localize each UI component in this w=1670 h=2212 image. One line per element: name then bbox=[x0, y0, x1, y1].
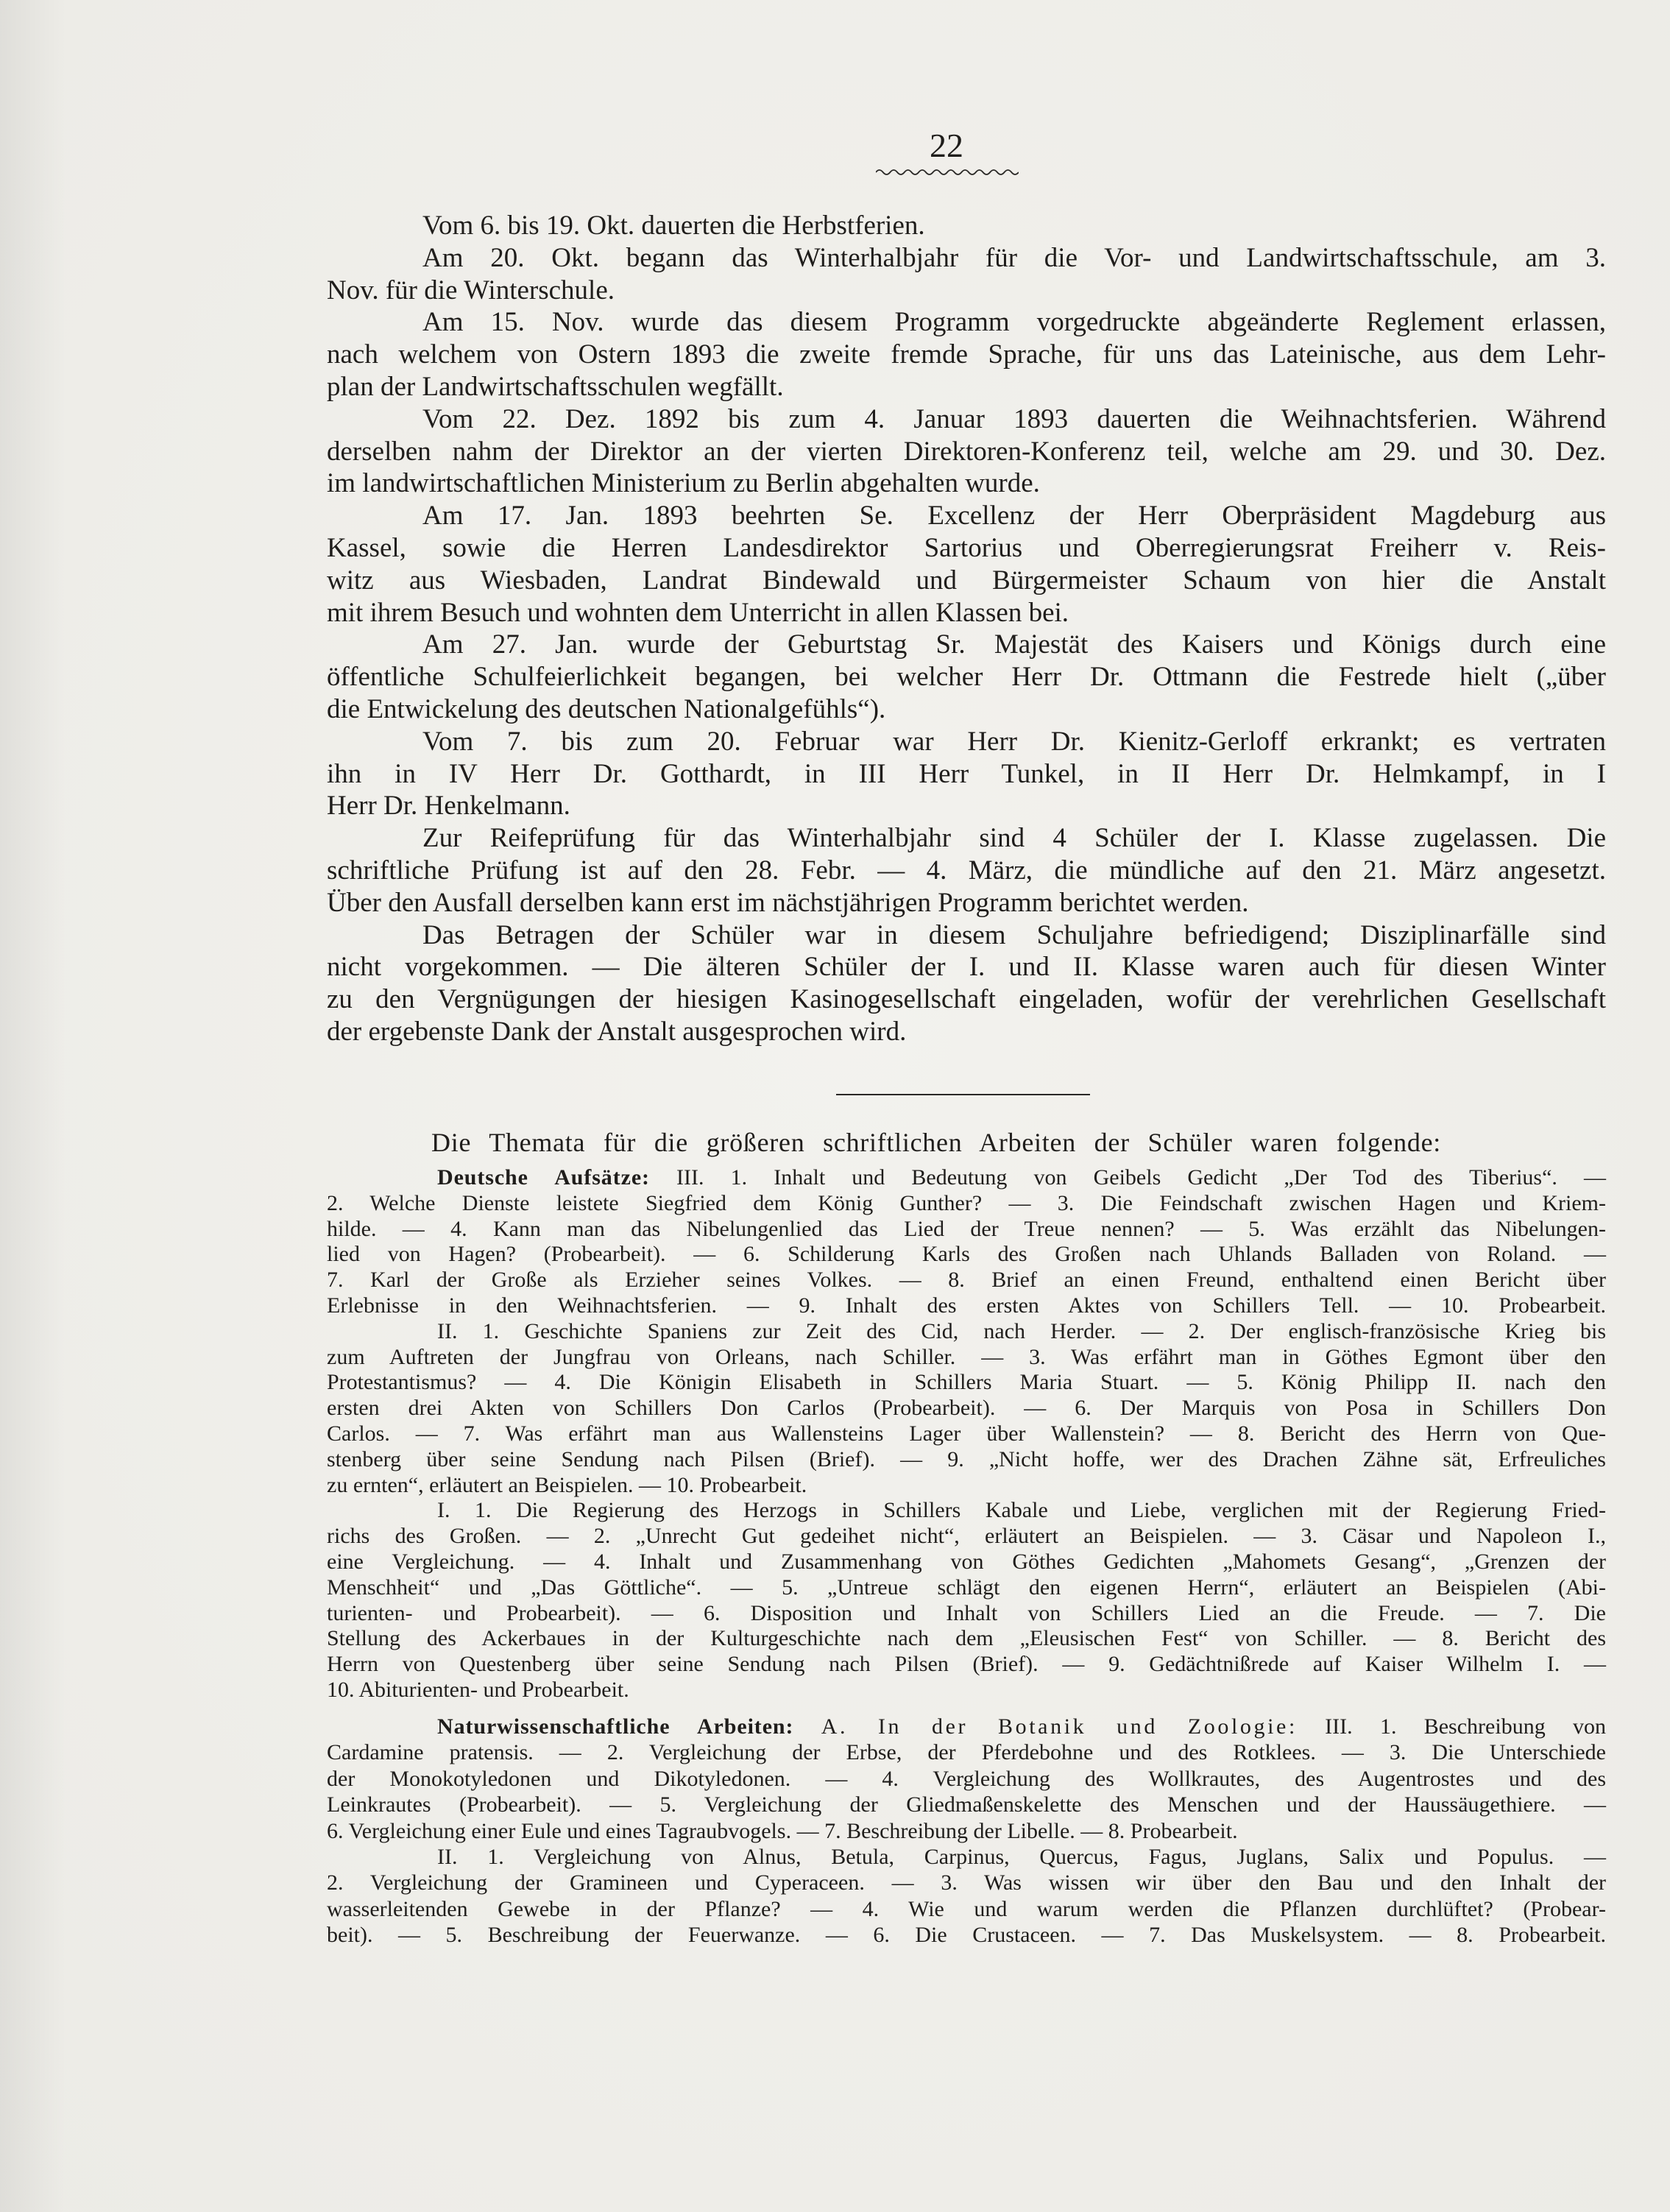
essay-topics-paragraph bbox=[327, 1165, 1606, 1319]
science-topics-line: wasserleitenden Gewebe in der Pflanze? — 4. Wie und warum werden die Pflanzen durchlüftet? (Probear- bbox=[327, 1896, 1606, 1921]
main-text-line: zu den Vergnügungen der hiesigen Kasinogesellschaft eingeladen, wofür der verehrlichen Gesellschaft bbox=[327, 984, 1606, 1015]
science-topics-text: III. 1. Beschreibung von bbox=[1325, 1714, 1606, 1739]
science-topics-line bbox=[327, 1714, 1606, 1739]
science-work-list bbox=[327, 1714, 1606, 1948]
essay-topics-line: Erlebnisse in den Weihnachtsferien. — 9. Inhalt des ersten Aktes von Schillers Tell. — 10. Probearbeit. bbox=[327, 1293, 1606, 1318]
main-text-paragraph bbox=[327, 629, 1606, 725]
essay-topics-line: turienten- und Probearbeit). — 6. Disposition und Inhalt von Schillers Lied an die Freude. — 7. Die bbox=[327, 1600, 1606, 1625]
main-text-line: ihn in IV Herr Dr. Gotthardt, in III Herr Tunkel, in II Herr Dr. Helmkampf, in I bbox=[327, 758, 1606, 789]
main-text-paragraph bbox=[327, 210, 1606, 242]
main-text-line: derselben nahm der Direktor an der vierten Direktoren-Konferenz teil, welche am 29. und 30. Dez. bbox=[327, 436, 1606, 467]
science-topics-line: II. 1. Vergleichung von Alnus, Betula, Carpinus, Quercus, Fagus, Juglans, Salix und Populus. — bbox=[437, 1844, 1606, 1869]
main-text-line: im landwirtschaftlichen Ministerium zu Berlin abgehalten wurde. bbox=[327, 468, 1040, 499]
essay-topics-line: hilde. — 4. Kann man das Nibelungenlied das Lied der Treue nennen? — 5. Was erzählt das Nibelungen- bbox=[327, 1216, 1606, 1241]
main-text-line: plan der Landwirtschaftsschulen wegfällt. bbox=[327, 371, 784, 402]
essay-topics-line: 2. Welche Dienste leistete Siegfried dem König Gunther? — 3. Die Feindschaft zwischen Hagen und Kriem- bbox=[327, 1190, 1606, 1215]
science-topics-subtitle: A. In der Botanik und Zoologie: bbox=[821, 1714, 1298, 1739]
essay-topics-line: stenberg über seine Sendung nach Pilsen (Brief). — 9. „Nicht hoffe, wer des Drachen Zähne sät, Erfreuliches bbox=[327, 1446, 1606, 1471]
science-topics-line: beit). — 5. Beschreibung der Feuerwanze. — 6. Die Crustaceen. — 7. Das Muskelsystem. — 8. Probearbeit. bbox=[327, 1923, 1606, 1948]
main-text-line: öffentliche Schulfeierlichkeit begangen, bei welcher Herr Dr. Ottmann die Festrede hielt („über bbox=[327, 662, 1606, 693]
main-text-line: Am 15. Nov. wurde das diesem Programm vorgedruckte abgeänderte Reglement erlassen, bbox=[422, 307, 1606, 338]
main-text-line: die Entwickelung des deutschen Nationalgefühls“). bbox=[327, 693, 886, 724]
main-text-paragraph bbox=[327, 500, 1606, 629]
main-text-line: Herr Dr. Henkelmann. bbox=[327, 791, 570, 821]
science-topics-label: Naturwissenschaftliche Arbeiten: bbox=[437, 1714, 794, 1739]
essay-topics-line: Stellung des Ackerbaues in der Kulturgeschichte nach dem „Eleusischen Fest“ von Schiller. — 8. Bericht des bbox=[327, 1626, 1606, 1651]
main-text-line: nach welchem von Ostern 1893 die zweite fremde Sprache, für uns das Lateinische, aus dem Lehr- bbox=[327, 339, 1606, 370]
essay-topics-line: ersten drei Akten von Schillers Don Carlos (Probearbeit). — 6. Der Marquis von Posa in Schillers Don bbox=[327, 1396, 1606, 1421]
main-text-line: witz aus Wiesbaden, Landrat Bindewald und Bürgermeister Schaum von hier die Anstalt bbox=[327, 565, 1606, 596]
main-text-line: der ergebenste Dank der Anstalt ausgesprochen wird. bbox=[327, 1016, 907, 1047]
german-essays-list bbox=[327, 1165, 1606, 1703]
main-text-line: Vom 7. bis zum 20. Februar war Herr Dr. Kienitz-Gerloff erkrankt; es vertraten bbox=[422, 726, 1606, 757]
main-text-line: Am 17. Jan. 1893 beehrten Se. Excellenz der Herr Oberpräsident Magdeburg aus bbox=[422, 501, 1606, 531]
science-topics-line: 6. Vergleichung einer Eule und eines Tagraubvogels. — 7. Beschreibung der Libelle. — 8. Probearbeit. bbox=[327, 1818, 1238, 1843]
main-text-line: mit ihrem Besuch und wohnten dem Unterricht in allen Klassen bei. bbox=[327, 597, 1069, 628]
main-text-line: Das Betragen der Schüler war in diesem Schuljahre befriedigend; Disziplinarfälle sind bbox=[422, 919, 1606, 950]
science-topics-line: Cardamine pratensis. — 2. Vergleichung der Erbse, der Pferdebohne und des Rotklees. — 3. Die Unterschiede bbox=[327, 1740, 1606, 1765]
main-text-line: Vom 6. bis 19. Okt. dauerten die Herbstferien. bbox=[422, 211, 925, 241]
science-topics-line: der Monokotyledonen und Dikotyledonen. — 4. Vergleichung des Wollkrautes, des Augentrostes und des bbox=[327, 1766, 1606, 1791]
section-divider bbox=[836, 1094, 1090, 1095]
main-text-line: nicht vorgekommen. — Die älteren Schüler der I. und II. Klasse waren auch für diesen Winter bbox=[327, 952, 1606, 983]
essay-topics-line: 7. Karl der Große als Erzieher seines Volkes. — 8. Brief an einen Freund, enthaltend einen Bericht über bbox=[327, 1268, 1606, 1293]
essay-topics-paragraph bbox=[327, 1319, 1606, 1499]
essay-topics-line: Menschheit“ und „Das Göttliche“. — 5. „Untreue schlägt den eigenen Herrn“, erläutert an Beispielen (Abi- bbox=[327, 1575, 1606, 1600]
essay-topics-text: III. 1. Inhalt und Bedeutung von Geibels Gedicht „Der Tod des Tiberius“. — bbox=[676, 1165, 1607, 1190]
main-text-line: Nov. für die Winterschule. bbox=[327, 275, 615, 305]
main-text-paragraph bbox=[327, 403, 1606, 500]
essay-topics-line: Carlos. — 7. Was erfährt man aus Wallensteins Lager über Wallenstein? — 8. Bericht des Herrn von Que- bbox=[327, 1421, 1606, 1446]
essay-topics-line: Protestantismus? — 4. Die Königin Elisabeth in Schillers Maria Stuart. — 5. König Philipp II. nach den bbox=[327, 1370, 1606, 1395]
main-text-line: Zur Reifeprüfung für das Winterhalbjahr sind 4 Schüler der I. Klasse zugelassen. Die bbox=[422, 823, 1606, 854]
page-number: 22 bbox=[930, 127, 963, 164]
essay-topics-label: Deutsche Aufsätze: bbox=[437, 1165, 650, 1190]
main-text-paragraph bbox=[327, 822, 1606, 919]
main-text-line: Am 20. Okt. begann das Winterhalbjahr für die Vor- und Landwirtschaftsschule, am 3. bbox=[422, 242, 1606, 273]
main-text-line: Über den Ausfall derselben kann erst im nächstjährigen Programm berichtet werden. bbox=[327, 887, 1249, 918]
essay-topics-line: richs des Großen. — 2. „Unrecht Gut gedeihet nicht“, erläutert an Beispielen. — 3. Cäsar und Napoleon I., bbox=[327, 1524, 1606, 1549]
main-text-paragraph bbox=[327, 306, 1606, 403]
essay-topics-line: zum Auftreten der Jungfrau von Orleans, nach Schiller. — 3. Was erfährt man in Göthes Egmont über den bbox=[327, 1344, 1606, 1369]
science-topics-line: 2. Vergleichung der Gramineen und Cyperaceen. — 3. Was wissen wir über den Bau und den Inhalt der bbox=[327, 1870, 1606, 1895]
essay-topics-line: Herrn von Questenberg über seine Sendung nach Pilsen (Brief). — 9. Gedächtnißrede auf Kaiser Wilhelm I. — bbox=[327, 1652, 1606, 1677]
main-text-line: schriftliche Prüfung ist auf den 28. Febr. — 4. März, die mündliche auf den 21. März angesetzt. bbox=[327, 855, 1606, 886]
page-number-ornament bbox=[876, 166, 1019, 178]
essay-topics-line: II. 1. Geschichte Spaniens zur Zeit des Cid, nach Herder. — 2. Der englisch-französische Krieg bis bbox=[437, 1318, 1606, 1343]
essay-topics-line: 10. Abiturienten- und Probearbeit. bbox=[327, 1677, 629, 1702]
main-text-line: Am 27. Jan. wurde der Geburtstag Sr. Majestät des Kaisers und Königs durch eine bbox=[422, 629, 1606, 660]
essay-topics-paragraph bbox=[327, 1498, 1606, 1703]
science-topics-paragraph bbox=[327, 1714, 1606, 1844]
themes-heading: Die Themata für die größeren schriftlichen Arbeiten der Schüler waren folgende: bbox=[431, 1128, 1441, 1157]
science-topics-paragraph bbox=[327, 1844, 1606, 1948]
main-text-paragraph bbox=[327, 919, 1606, 1048]
main-text bbox=[327, 210, 1606, 1048]
essay-topics-line bbox=[327, 1165, 1606, 1191]
science-topics-line: Leinkrautes (Probearbeit). — 5. Vergleichung der Gliedmaßenskelette des Menschen und der Haussäugethiere. — bbox=[327, 1792, 1606, 1817]
essay-topics-line: I. 1. Die Regierung des Herzogs in Schillers Kabale und Liebe, verglichen mit der Regierung Fried- bbox=[437, 1498, 1606, 1523]
main-text-paragraph bbox=[327, 726, 1606, 822]
essay-topics-line: zu ernten“, erläutert an Beispielen. — 10. Probearbeit. bbox=[327, 1472, 807, 1497]
main-text-line: Kassel, sowie die Herren Landesdirektor Sartorius und Oberregierungsrat Freiherr v. Reis- bbox=[327, 532, 1606, 563]
essay-topics-line: eine Vergleichung. — 4. Inhalt und Zusammenhang von Göthes Gedichten „Mahomets Gesang“, „Grenzen der bbox=[327, 1549, 1606, 1574]
main-text-line: Vom 22. Dez. 1892 bis zum 4. Januar 1893 dauerten die Weihnachtsferien. Während bbox=[422, 403, 1606, 434]
essay-topics-line: lied von Hagen? (Probearbeit). — 6. Schilderung Karls des Großen nach Uhlands Balladen von Roland. — bbox=[327, 1242, 1606, 1267]
main-text-paragraph bbox=[327, 242, 1606, 307]
